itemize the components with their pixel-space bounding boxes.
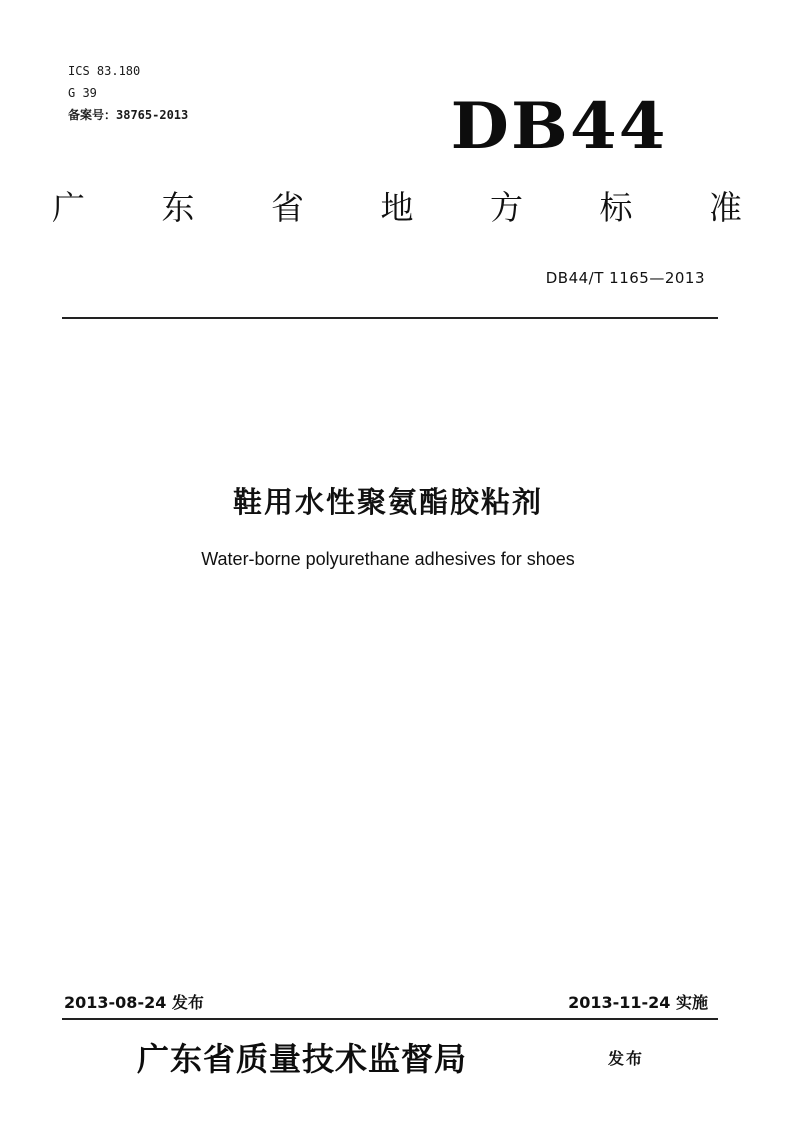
document-title-english: Water-borne polyurethane adhesives for shoes <box>201 549 575 569</box>
standard-type-char: 标 <box>599 188 633 227</box>
standard-type-char: 省 <box>271 188 304 227</box>
standard-type-title <box>52 190 742 226</box>
standard-type-char: 地 <box>380 188 414 227</box>
top-divider <box>62 317 718 319</box>
filing-number: 备案号：38765-2013 <box>68 108 189 122</box>
implementation-date: 2013-11-24 实施 <box>568 993 708 1012</box>
standard-type-char: 方 <box>490 188 523 227</box>
document-title-chinese: 鞋用水性聚氨酯胶粘剂 <box>232 485 543 519</box>
standard-type-char: 东 <box>161 188 195 227</box>
bottom-divider <box>62 1018 718 1020</box>
standard-code: DB44/T 1165—2013 <box>545 269 705 287</box>
standard-type-char: 准 <box>709 188 742 227</box>
issuing-authority-suffix: 发布 <box>608 1049 645 1068</box>
db44-logo: DB44 <box>451 89 668 164</box>
ics-code: ICS 83.180 <box>68 64 141 78</box>
classification-code: G 39 <box>68 86 97 100</box>
issue-date: 2013-08-24 发布 <box>64 993 204 1012</box>
standard-type-char: 广 <box>52 188 85 227</box>
issuing-authority: 广东省质量技术监督局 <box>137 1040 468 1078</box>
